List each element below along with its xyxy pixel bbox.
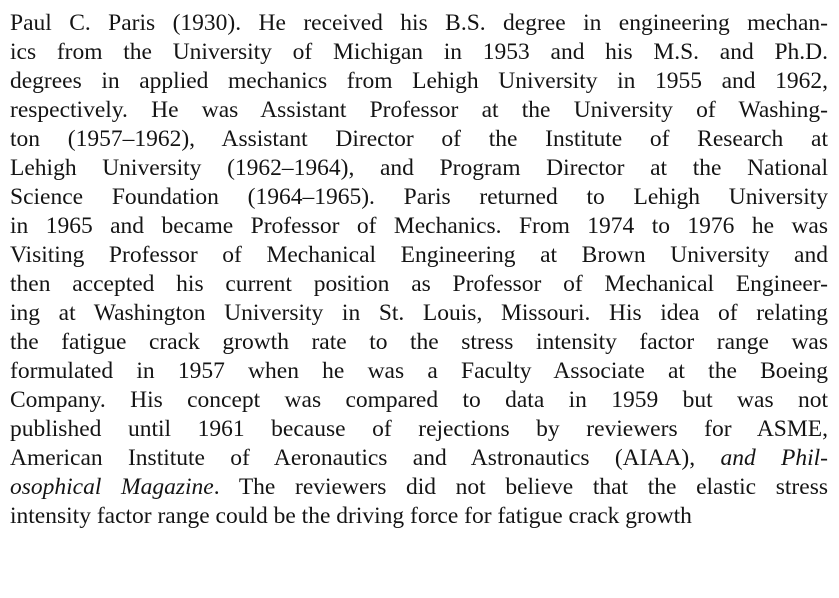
text-line: published until 1961 because of rejections by reviewers for ASME, (10, 416, 828, 442)
text-line: ton (1957–1962), Assistant Director of the Institute of Research at (10, 126, 828, 152)
text-segment-italic: and Phil- (720, 445, 828, 471)
text-line: Paul C. Paris (1930). He received his B.S. degree in engineering mechan- (10, 10, 828, 36)
text-segment-italic: osophical Magazine (10, 474, 214, 500)
text-segment-roman: . The reviewers did not believe that the elastic stress (213, 474, 828, 500)
text-line: then accepted his current position as Professor of Mechanical Engineer- (10, 271, 828, 297)
text-line: Visiting Professor of Mechanical Engineering at Brown University and (10, 242, 828, 268)
text-line: Science Foundation (1964–1965). Paris returned to Lehigh University (10, 184, 828, 210)
text-segment-roman: American Institute of Aeronautics and Astronautics (AIAA), (10, 445, 721, 471)
text-line (10, 473, 828, 502)
text-line: intensity factor range could be the driving force for fatigue crack growth (10, 503, 692, 529)
text-line: ics from the University of Michigan in 1953 and his M.S. and Ph.D. (10, 39, 828, 65)
text-line: in 1965 and became Professor of Mechanics. From 1974 to 1976 he was (10, 213, 828, 239)
text-line: formulated in 1957 when he was a Faculty Associate at the Boeing (10, 358, 828, 384)
text-line (10, 444, 828, 473)
text-line: Company. His concept was compared to data in 1959 but was not (10, 387, 828, 413)
text-line: respectively. He was Assistant Professor at the University of Washing- (10, 97, 828, 123)
text-line: ing at Washington University in St. Louis, Missouri. His idea of relating (10, 300, 828, 326)
text-line: degrees in applied mechanics from Lehigh University in 1955 and 1962, (10, 68, 828, 94)
text-line: Lehigh University (1962–1964), and Program Director at the National (10, 155, 828, 181)
text-line: the fatigue crack growth rate to the stress intensity factor range was (10, 329, 828, 355)
